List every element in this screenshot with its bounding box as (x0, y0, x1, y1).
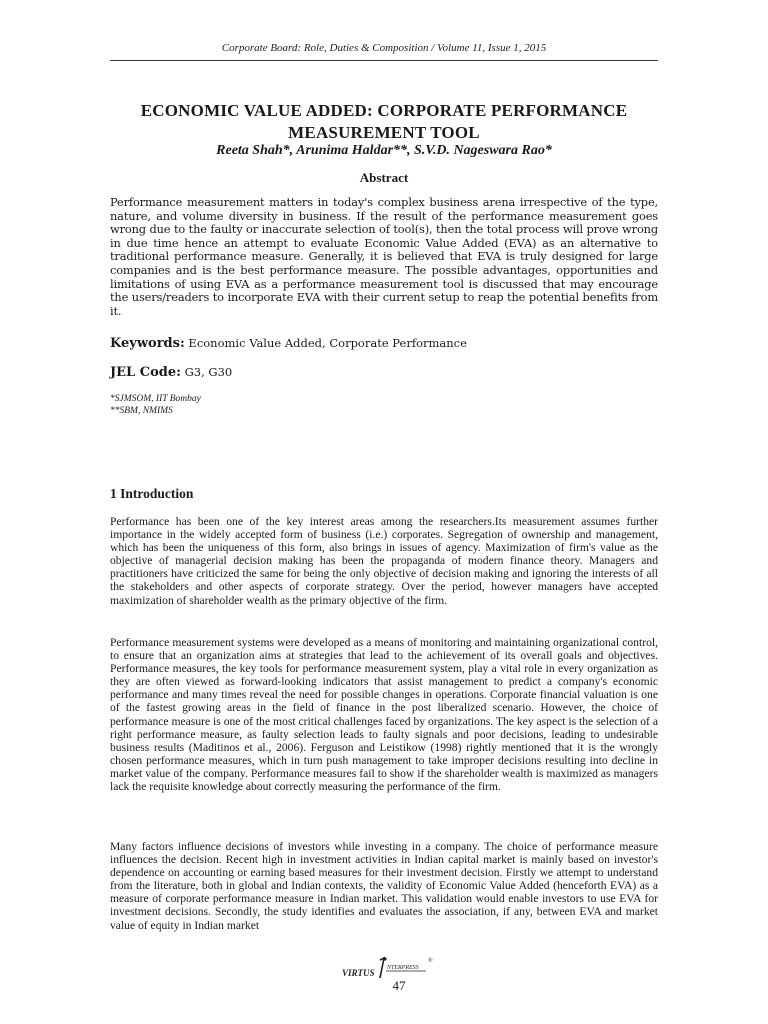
jel-value: G3, G30 (184, 365, 233, 379)
header-divider (110, 60, 658, 61)
keywords-label: Keywords: (110, 336, 185, 351)
affiliation-2: **SBM, NMIMS (110, 406, 173, 416)
keywords-value: Economic Value Added, Corporate Performance (188, 336, 467, 350)
logo-text: VIRTUS (342, 968, 375, 978)
abstract-text: Performance measurement matters in today's complex business arena irrespective of the type, nature, and volume diversity in business. If the result of the performance measurement goes wrong due to the faulty or inaccurate selection of tool(s), then the total process will prove wrong in due time hence an attempt to evaluate Economic Value Added (EVA) as an alternative to traditional performance measure. Generally, it is believed that EVA is truly designed for large companies and is the best performance measure. The possible advantages, opportunities and limitations of using EVA as a performance measurement tool is discussed that may encourage the users/readers to incorporate EVA with their current setup to reap the potential benefits from it. (110, 195, 658, 318)
logo-mark-icon (380, 958, 384, 978)
page-number: 47 (392, 978, 406, 993)
virtus-interpress-logo (340, 954, 440, 980)
registered-mark-icon: ® (428, 958, 433, 964)
article-authors: Reeta Shah*, Arunima Haldar**, S.V.D. Nageswara Rao* (216, 143, 552, 158)
abstract-heading: Abstract (359, 170, 409, 185)
intro-paragraph: Performance has been one of the key interest areas among the researchers.Its measurement assumes further importance in the widely accepted form of business (i.e.) corporates. Segregation of ownership and management, which has been the uniqueness of this form, also brings in issues of agency. Maximization of firm's value as the objective of managerial decision making has been the propaganda of modern finance theory. Managers and practitioners have criticized the same for being the only objective of decision making and ignoring the interests of all the stakeholders and other aspects of corporate strategy. Over the period, however managers have accepted maximization of shareholder wealth as the primary objective of the firm. (110, 515, 658, 607)
article-title: ECONOMIC VALUE ADDED: CORPORATE PERFORMANCE MEASUREMENT TOOL (140, 101, 628, 142)
intro-paragraph: Performance measurement systems were developed as a means of monitoring and maintaining organizational control, to ensure that an organization aims at strategies that lead to the achievement of its overall goals and objectives. Performance measures, the key tools for performance measurement system, play a vital role in every organization as they are often viewed as forward-looking indicators that assist management to predict a company's economic performance and many times reveal the need for possible changes in operations. Corporate financial valuation is one of the fastest growing areas in the field of finance in the post liberalized scenario. However, the choice of performance measure is one of the most critical challenges faced by organizations. The key aspect is the selection of a right performance measure, as faulty selection leads to faulty signals and poor decisions, leading to undesirable business results (Maditinos et al., 2006). Ferguson and Leistikow (1998) rightly mentioned that it is the wrongly chosen performance measures, which in turn push management to take improper decisions resulting into decline in market value of the company. Performance measures fail to show if the shareholder wealth is maximized as managers lack the requisite knowledge about correctly measuring the performance of the firm. (110, 636, 658, 794)
running-header: Corporate Board: Role, Duties & Composition / Volume 11, Issue 1, 2015 (221, 42, 547, 54)
logo-dot-icon (383, 957, 386, 960)
logo-sub-text: NTERPRESS (387, 965, 419, 971)
keywords-line (110, 336, 658, 351)
jel-code-line (110, 365, 658, 380)
intro-paragraph: Many factors influence decisions of investors while investing in a company. The choice of performance measure influences the decision. Recent high in investment activities in Indian capital market is mainly based on investor's dependence on accounting or earning based measures for their investment decision. Firstly we attempt to understand from the literature, both in global and Indian contexts, the validity of Economic Value Added (henceforth EVA) as a measure of corporate performance measure in Indian market. This validation would enable investors to use EVA for investment decisions. Secondly, the study identifies and evaluates the association, if any, between EVA and market value of equity in Indian market (110, 840, 658, 932)
section-heading-introduction: 1 Introduction (110, 486, 194, 501)
jel-label: JEL Code: (110, 365, 181, 380)
affiliation-1: *SJMSOM, IIT Bombay (110, 394, 201, 404)
